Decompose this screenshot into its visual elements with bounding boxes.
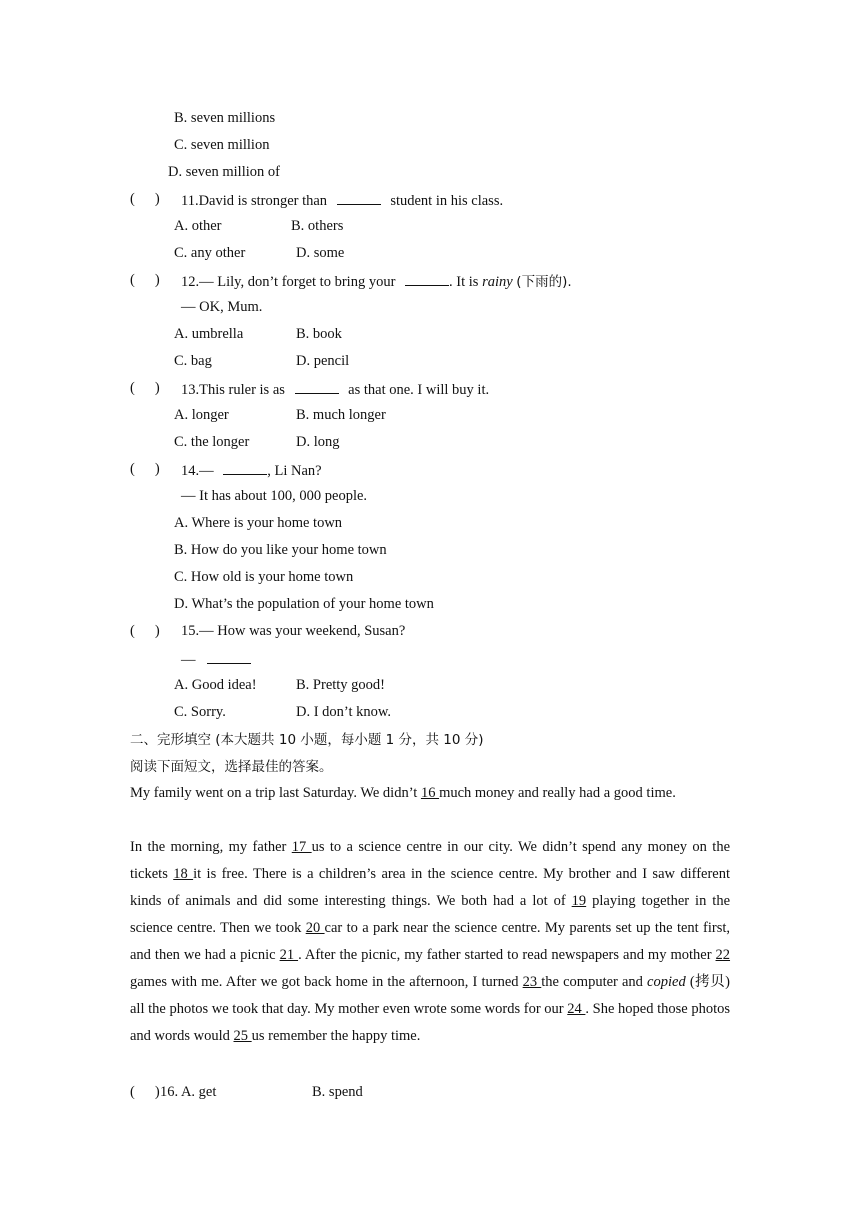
blank-18: 18 [173,866,194,882]
bracket-open: ( [130,380,135,396]
q13-option-d: D. long [296,434,340,450]
q12-blank [405,271,449,286]
q12-option-c: C. bag [174,353,212,369]
q13-blank [295,379,339,394]
q14-answer-bracket[interactable] [130,460,160,478]
passage-text: much money and really had a good time. [439,785,676,801]
q14-option-d: D. What’s the population of your home town [174,596,434,612]
passage-text: us remember the happy time. [251,1028,421,1044]
bracket-open: ( [130,623,135,639]
q11-blank [337,190,381,205]
bracket-close: ) [154,380,160,396]
blank-21: 21 [279,947,299,963]
q10-option-c: C. seven million [174,137,270,153]
q13-option-a: A. longer [174,407,229,423]
q12-option-b: B. book [296,326,342,342]
q11-stem [181,190,503,210]
passage-text: In the morning, my father [130,839,287,855]
q11-option-d: D. some [296,245,345,261]
bracket-close: ) [154,191,160,207]
q14-stem [181,460,322,480]
q13-stem-before: 13.This ruler is as [181,382,285,398]
q13-stem [181,379,489,399]
q15-option-c: C. Sorry. [174,704,226,720]
q11-stem-after: student in his class. [390,193,504,209]
q11-option-c: C. any other [174,245,246,261]
passage-text: games with me. After we got back home in the afternoon, I turned [130,974,519,990]
passage-text: car to a park near the science centre. My parents set up the tent first, and then we had a picnic [130,920,731,963]
passage-text: the computer and [541,974,643,990]
bracket-open: ( [130,461,135,477]
q12-reply: — OK, Mum. [181,299,263,315]
blank-19: 19 [571,893,587,909]
q15-answer-bracket[interactable] [130,622,160,640]
q16-option-a: 16. A. get [160,1084,217,1100]
passage-text: us to a science centre in our city. We didn’t spend any money on the tickets [130,839,731,882]
q12-stem-after: (下雨的). [516,274,572,290]
q15-blank [207,649,251,664]
q13-stem-after: as that one. I will buy it. [348,382,490,398]
passage-text: playing together in the science centre. Then we took [130,893,731,936]
passage-italic-word: copied [647,974,686,990]
bracket-open: ( [130,1084,135,1100]
q14-option-b: B. How do you like your home town [174,542,387,558]
passage-text: . After the picnic, my father started to read newspapers and my mother [298,947,712,963]
q12-stem-italic: rainy [482,274,513,290]
bracket-close: ) [154,1084,160,1100]
q15-option-d: D. I don’t know. [296,704,392,720]
q13-answer-bracket[interactable] [130,379,160,397]
section-heading: 二、完形填空 (本大题共 10 小题，每小题 1 分，共 10 分) [130,732,484,748]
bracket-close: ) [154,272,160,288]
passage-text: (拷贝) all the photos we took that day. My mother even wrote some words for our [130,974,730,1017]
blank-22: 22 [715,947,731,963]
q15-stem: 15.— How was your weekend, Susan? [181,623,406,639]
q16-option-b: B. spend [312,1084,363,1100]
blank-16: 16 [420,785,440,801]
q14-blank [223,460,267,475]
q11-option-a: A. other [174,218,222,234]
q14-stem-before: 14.— [181,463,214,479]
blank-23: 23 [522,974,542,990]
q12-stem-mid: . It is [449,274,479,290]
q12-answer-bracket[interactable] [130,271,160,289]
q12-stem-before: 12.— Lily, don’t forget to bring your [181,274,396,290]
bracket-open: ( [130,191,135,207]
passage-paragraph-1 [130,780,730,807]
q15-option-a: A. Good idea! [174,677,257,693]
q12-option-d: D. pencil [296,353,350,369]
q16-answer-bracket[interactable] [130,1083,160,1101]
q13-option-c: C. the longer [174,434,250,450]
q10-option-d: D. seven million of [168,164,280,180]
blank-24: 24 [567,1001,586,1017]
q11-option-b: B. others [291,218,344,234]
blank-17: 17 [291,839,312,855]
q14-reply: — It has about 100, 000 people. [181,488,368,504]
q15-option-b: B. Pretty good! [296,677,386,693]
section-instruction: 阅读下面短文，选择最佳的答案。 [130,759,333,775]
blank-25: 25 [233,1028,252,1044]
passage-text: it is free. There is a children’s area in the science centre. My brother and I saw different kinds of animals and did some interesting things. We both had a lot of [130,866,730,909]
q11-answer-bracket[interactable] [130,190,160,208]
q15-reply [181,649,251,669]
bracket-open: ( [130,272,135,288]
bracket-close: ) [154,461,160,477]
q10-option-b: B. seven millions [174,110,276,126]
q14-stem-after: , Li Nan? [267,463,322,479]
q14-option-a: A. Where is your home town [174,515,343,531]
q15-reply-dash: — [181,652,196,668]
q13-option-b: B. much longer [296,407,386,423]
q12-option-a: A. umbrella [174,326,244,342]
q12-stem [181,271,572,291]
bracket-close: ) [154,623,160,639]
passage-text: . She hoped those photos and words would [130,1001,731,1044]
q11-stem-before: 11.David is stronger than [181,193,328,209]
passage-paragraph-2 [130,834,730,1050]
blank-20: 20 [305,920,325,936]
q14-option-c: C. How old is your home town [174,569,354,585]
passage-text: My family went on a trip last Saturday. We didn’t [130,785,418,801]
